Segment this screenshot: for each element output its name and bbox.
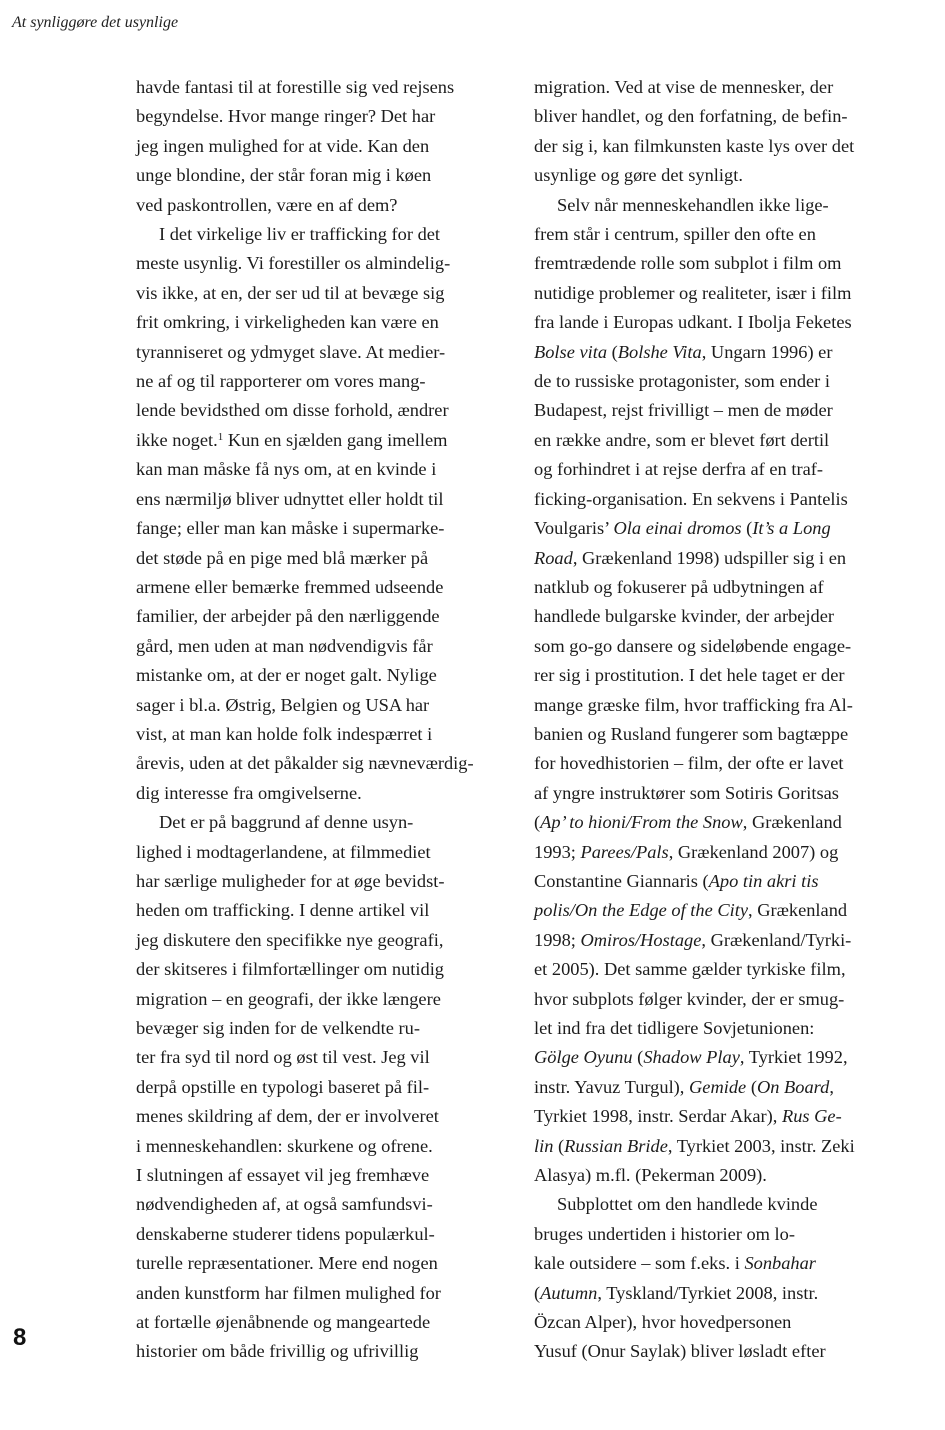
italic-title: Russian Bride (564, 1135, 668, 1156)
text-line (136, 308, 514, 337)
text-run: migration – en geografi, der ikke længere (136, 988, 441, 1009)
text-line (534, 161, 916, 190)
text-run: , Tyrkiet 1992, (739, 1047, 848, 1068)
text-line (136, 1132, 514, 1161)
text-run: lende bevidsthed om disse forhold, ændrer (136, 400, 449, 421)
text-line (136, 896, 514, 925)
text-line (136, 779, 514, 808)
text-line (534, 132, 916, 161)
text-line (534, 1043, 916, 1072)
text-line (534, 455, 916, 484)
text-run: fra lande i Europas udkant. I Ibolja Feketes (534, 312, 852, 333)
footnote-marker: 1 (217, 430, 224, 443)
text-line (136, 426, 514, 455)
text-line (534, 220, 916, 249)
text-line (534, 1014, 916, 1043)
text-run: bliver handlet, og den forfatning, de befin- (534, 106, 848, 127)
text-line (534, 838, 916, 867)
text-line (136, 249, 514, 278)
text-line (534, 1132, 916, 1161)
text-line (534, 808, 916, 837)
text-run: heden om trafficking. I denne artikel vil (136, 900, 430, 921)
text-line (534, 602, 916, 631)
text-line (136, 1043, 514, 1072)
text-run: Det er på baggrund af denne usyn- (159, 812, 414, 833)
text-line (136, 279, 514, 308)
text-run: sager i bl.a. Østrig, Belgien og USA har (136, 694, 430, 715)
text-run: menes skildring af dem, der er involveret (136, 1106, 439, 1127)
text-run: kan man måske få nys om, at en kvinde i (136, 459, 437, 480)
text-run: denskaberne studerer tidens populærkul- (136, 1223, 435, 1244)
text-line (534, 279, 916, 308)
text-line (534, 867, 916, 896)
text-run: et 2005). Det samme gælder tyrkiske film, (534, 959, 846, 980)
text-run: nutidige problemer og realiteter, især i film (534, 282, 852, 303)
text-run: instr. Yavuz Turgul), (534, 1076, 690, 1097)
italic-title: It’s a Long (752, 518, 831, 539)
text-line (136, 338, 514, 367)
text-line (534, 1073, 916, 1102)
text-run: migration. Ved at vise de mennesker, der (534, 77, 834, 97)
text-run: ( (534, 1282, 541, 1303)
text-line (136, 955, 514, 984)
text-line (534, 691, 916, 720)
text-run: meste usynlig. Vi forestiller os almindelig- (136, 253, 451, 274)
italic-title: Road (534, 547, 573, 568)
text-run: havde fantasi til at forestille sig ved rejsens (136, 77, 455, 97)
page-number: 8 (13, 1324, 27, 1351)
italic-title: Gölge Oyunu (534, 1047, 633, 1068)
text-run: 1998; (534, 929, 581, 950)
text-line (136, 514, 514, 543)
text-line (136, 396, 514, 425)
text-line (136, 985, 514, 1014)
text-line (534, 191, 916, 220)
text-run: , (829, 1076, 834, 1097)
text-run: for hovedhistorien – film, der ofte er lavet (534, 753, 844, 774)
text-run: Alasya) m.fl. (Pekerman 2009). (534, 1165, 767, 1186)
text-line (534, 485, 916, 514)
text-line (136, 73, 514, 102)
text-line (136, 573, 514, 602)
text-run: ter fra syd til nord og øst til vest. Jeg vil (136, 1047, 430, 1068)
text-line (136, 455, 514, 484)
italic-title: Ola einai dromos (613, 518, 742, 539)
text-line (136, 749, 514, 778)
text-line (136, 102, 514, 131)
text-run: årevis, uden at det påkalder sig nævneværdig- (136, 753, 474, 774)
text-run: natklub og fokuserer på udbytningen af (534, 576, 824, 597)
text-run: ( (741, 518, 753, 539)
text-line (136, 808, 514, 837)
italic-title: Apo tin akri tis (708, 870, 819, 891)
text-run: hvor subplots følger kvinder, der er smug- (534, 988, 845, 1009)
text-run: , Grækenland/Tyrki- (701, 929, 852, 950)
text-run: , Tyrkiet 2003, instr. Zeki (667, 1135, 855, 1156)
text-run: jeg ingen mulighed for at vide. Kan den (136, 135, 430, 156)
text-run: I slutningen af essayet vil jeg fremhæve (136, 1165, 430, 1186)
running-head: At synliggøre det usynlige (12, 14, 179, 31)
text-line (534, 426, 916, 455)
text-run: ne af og til rapporterer om vores mang- (136, 371, 426, 392)
italic-title: On Board (756, 1076, 830, 1097)
text-run: vis ikke, at en, der ser ud til at bevæge sig (136, 282, 445, 303)
text-run: , Ungarn 1996) er (701, 341, 833, 362)
text-line (136, 926, 514, 955)
text-run: har særlige muligheder for at øge bevidst- (136, 870, 445, 891)
text-run: handlede bulgarske kvinder, der arbejder (534, 606, 835, 627)
text-line (534, 573, 916, 602)
text-line (534, 1220, 916, 1249)
text-line (136, 1249, 514, 1278)
text-line (534, 720, 916, 749)
text-run: af yngre instruktører som Sotiris Goritsas (534, 782, 839, 803)
text-line (136, 544, 514, 573)
text-run: frem står i centrum, spiller den ofte en (534, 224, 816, 245)
text-run: bevæger sig inden for de velkendte ru- (136, 1018, 420, 1038)
text-run: vist, at man kan holde folk indespærret i (136, 723, 433, 744)
text-run: bruges undertiden i historier om lo- (534, 1223, 795, 1244)
text-run: ( (632, 1047, 644, 1068)
text-line (136, 838, 514, 867)
text-line (136, 867, 514, 896)
text-run: ved paskontrollen, være en af dem? (136, 194, 398, 215)
text-run: banien og Rusland fungerer som bagtæppe (534, 723, 849, 744)
text-line (534, 396, 916, 425)
text-line (534, 985, 916, 1014)
text-line (136, 485, 514, 514)
italic-title: lin (534, 1135, 554, 1156)
text-line (534, 896, 916, 925)
text-line (136, 1308, 514, 1337)
text-run: mistanke om, at der er noget galt. Nylige (136, 665, 437, 686)
text-run: ( (553, 1135, 565, 1156)
italic-title: Rus Ge- (781, 1106, 842, 1127)
text-line (136, 1279, 514, 1308)
italic-title: Bolse vita (534, 341, 608, 362)
text-line (136, 1014, 514, 1043)
italic-title: Omiros/Hostage (580, 929, 702, 950)
text-run: , Tyskland/Tyrkiet 2008, instr. (597, 1282, 819, 1303)
text-run: frit omkring, i virkeligheden kan være en (136, 312, 439, 333)
text-line (534, 661, 916, 690)
text-run: som go-go dansere og sideløbende engage- (534, 635, 852, 656)
text-run: ikke noget. (136, 429, 218, 450)
text-line (534, 1190, 916, 1219)
text-run: armene eller bemærke fremmed udseende (136, 576, 444, 597)
text-line (534, 102, 916, 131)
text-run: ficking-organisation. En sekvens i Pantelis (534, 488, 848, 509)
text-line (136, 632, 514, 661)
text-run: 1993; (534, 841, 581, 862)
text-line (136, 602, 514, 631)
text-line (534, 338, 916, 367)
text-line (534, 308, 916, 337)
text-run: Kun en sjælden gang imellem (223, 429, 448, 450)
text-run: der sig i, kan filmkunsten kaste lys over det (534, 135, 855, 156)
text-line (534, 1249, 916, 1278)
text-run: kale outsidere – som f.eks. i (534, 1253, 745, 1274)
text-line (534, 249, 916, 278)
text-line (136, 1220, 514, 1249)
text-run: Yusuf (Onur Saylak) bliver løsladt efter (534, 1341, 826, 1362)
text-run: og forhindret i at rejse derfra af en traf- (534, 459, 823, 480)
italic-title: Ap’ to hioni/From the Snow (540, 812, 743, 833)
text-run: Selv når menneskehandlen ikke lige- (557, 194, 829, 215)
text-run: ( (607, 341, 618, 362)
text-line (136, 1161, 514, 1190)
text-run: let ind fra det tidligere Sovjetunionen: (534, 1018, 815, 1038)
text-run: der skitseres i filmfortællinger om nutidig (136, 959, 444, 980)
text-run: en række andre, som er blevet ført dertil (534, 429, 830, 450)
text-run: Voulgaris’ (534, 518, 614, 539)
text-line (534, 779, 916, 808)
text-run: jeg diskutere den specifikke nye geografi, (136, 929, 444, 950)
text-line (136, 720, 514, 749)
italic-title: Gemide (689, 1076, 747, 1097)
text-line (136, 1337, 514, 1366)
text-run: lighed i modtagerlandene, at filmmediet (136, 841, 431, 862)
text-run: dig interesse fra omgivelserne. (136, 782, 362, 803)
text-run: Özcan Alper), hvor hovedpersonen (534, 1312, 792, 1333)
text-run: tyranniseret og ydmyget slave. At medier- (136, 341, 446, 362)
text-line (136, 191, 514, 220)
text-run: rer sig i prostitution. I det hele taget er der (534, 665, 845, 686)
text-line (136, 132, 514, 161)
text-run: fremtrædende rolle som subplot i film om (534, 253, 842, 274)
text-run: gård, men uden at man nødvendigvis får (136, 635, 433, 656)
text-line (534, 1279, 916, 1308)
text-line (534, 955, 916, 984)
text-run: familier, der arbejder på den nærliggende (136, 606, 440, 627)
text-line (136, 1102, 514, 1131)
text-run: ( (746, 1076, 757, 1097)
text-line (534, 1161, 916, 1190)
text-line (136, 661, 514, 690)
text-line (136, 161, 514, 190)
text-line (534, 1308, 916, 1337)
text-run: nødvendigheden af, at også samfundsvi- (136, 1194, 433, 1215)
text-run: i menneskehandlen: skurkene og ofrene. (136, 1135, 433, 1156)
text-line (534, 544, 916, 573)
text-line (534, 749, 916, 778)
text-run: , Grækenland (748, 900, 848, 921)
text-line (136, 1190, 514, 1219)
text-run: ens nærmiljø bliver udnyttet eller holdt til (136, 488, 444, 509)
italic-title: Sonbahar (744, 1253, 816, 1274)
text-run: usynlige og gøre det synligt. (534, 165, 743, 186)
text-run: Constantine Giannaris ( (534, 870, 709, 891)
italic-title: polis/On the Edge of the City (534, 900, 749, 921)
text-run: , Grækenland (742, 812, 842, 833)
text-run: unge blondine, der står foran mig i køen (136, 165, 432, 186)
text-line (136, 691, 514, 720)
text-run: Budapest, rejst frivilligt – men de møder (534, 400, 833, 421)
text-run: turelle repræsentationer. Mere end nogen (136, 1253, 438, 1274)
text-line (534, 367, 916, 396)
text-line (136, 1073, 514, 1102)
text-column-right (534, 73, 916, 1367)
text-line (534, 1102, 916, 1131)
text-run: begyndelse. Hvor mange ringer? Det har (136, 106, 436, 127)
text-line (534, 73, 916, 102)
text-run: , Grækenland 1998) udspiller sig i en (572, 547, 847, 568)
italic-title: Parees/Pals (580, 841, 669, 862)
text-run: fange; eller man kan måske i supermarke- (136, 518, 445, 539)
text-line (534, 632, 916, 661)
text-line (136, 367, 514, 396)
text-run: det støde på en pige med blå mærker på (136, 547, 429, 568)
text-run: anden kunstform har filmen mulighed for (136, 1282, 441, 1303)
text-run: historier om både frivillig og ufrivillig (136, 1341, 419, 1362)
text-run: derpå opstille en typologi baseret på fil- (136, 1076, 430, 1097)
text-line (534, 1337, 916, 1366)
text-run: ( (534, 812, 541, 833)
text-run: I det virkelige liv er trafficking for det (159, 224, 441, 245)
text-run: Tyrkiet 1998, instr. Serdar Akar), (534, 1106, 782, 1127)
text-run: at fortælle øjenåbnende og mangeartede (136, 1312, 431, 1333)
italic-title: Bolshe Vita (617, 341, 702, 362)
text-line (534, 926, 916, 955)
italic-title: Autumn (540, 1282, 598, 1303)
text-column-left (136, 73, 514, 1367)
text-line (534, 514, 916, 543)
text-line (136, 220, 514, 249)
text-run: , Grækenland 2007) og (668, 841, 839, 862)
text-run: Subplottet om den handlede kvinde (557, 1194, 818, 1215)
italic-title: Shadow Play (643, 1047, 740, 1068)
text-run: mange græske film, hvor trafficking fra Al- (534, 694, 853, 715)
text-run: de to russiske protagonister, som ender i (534, 371, 831, 392)
